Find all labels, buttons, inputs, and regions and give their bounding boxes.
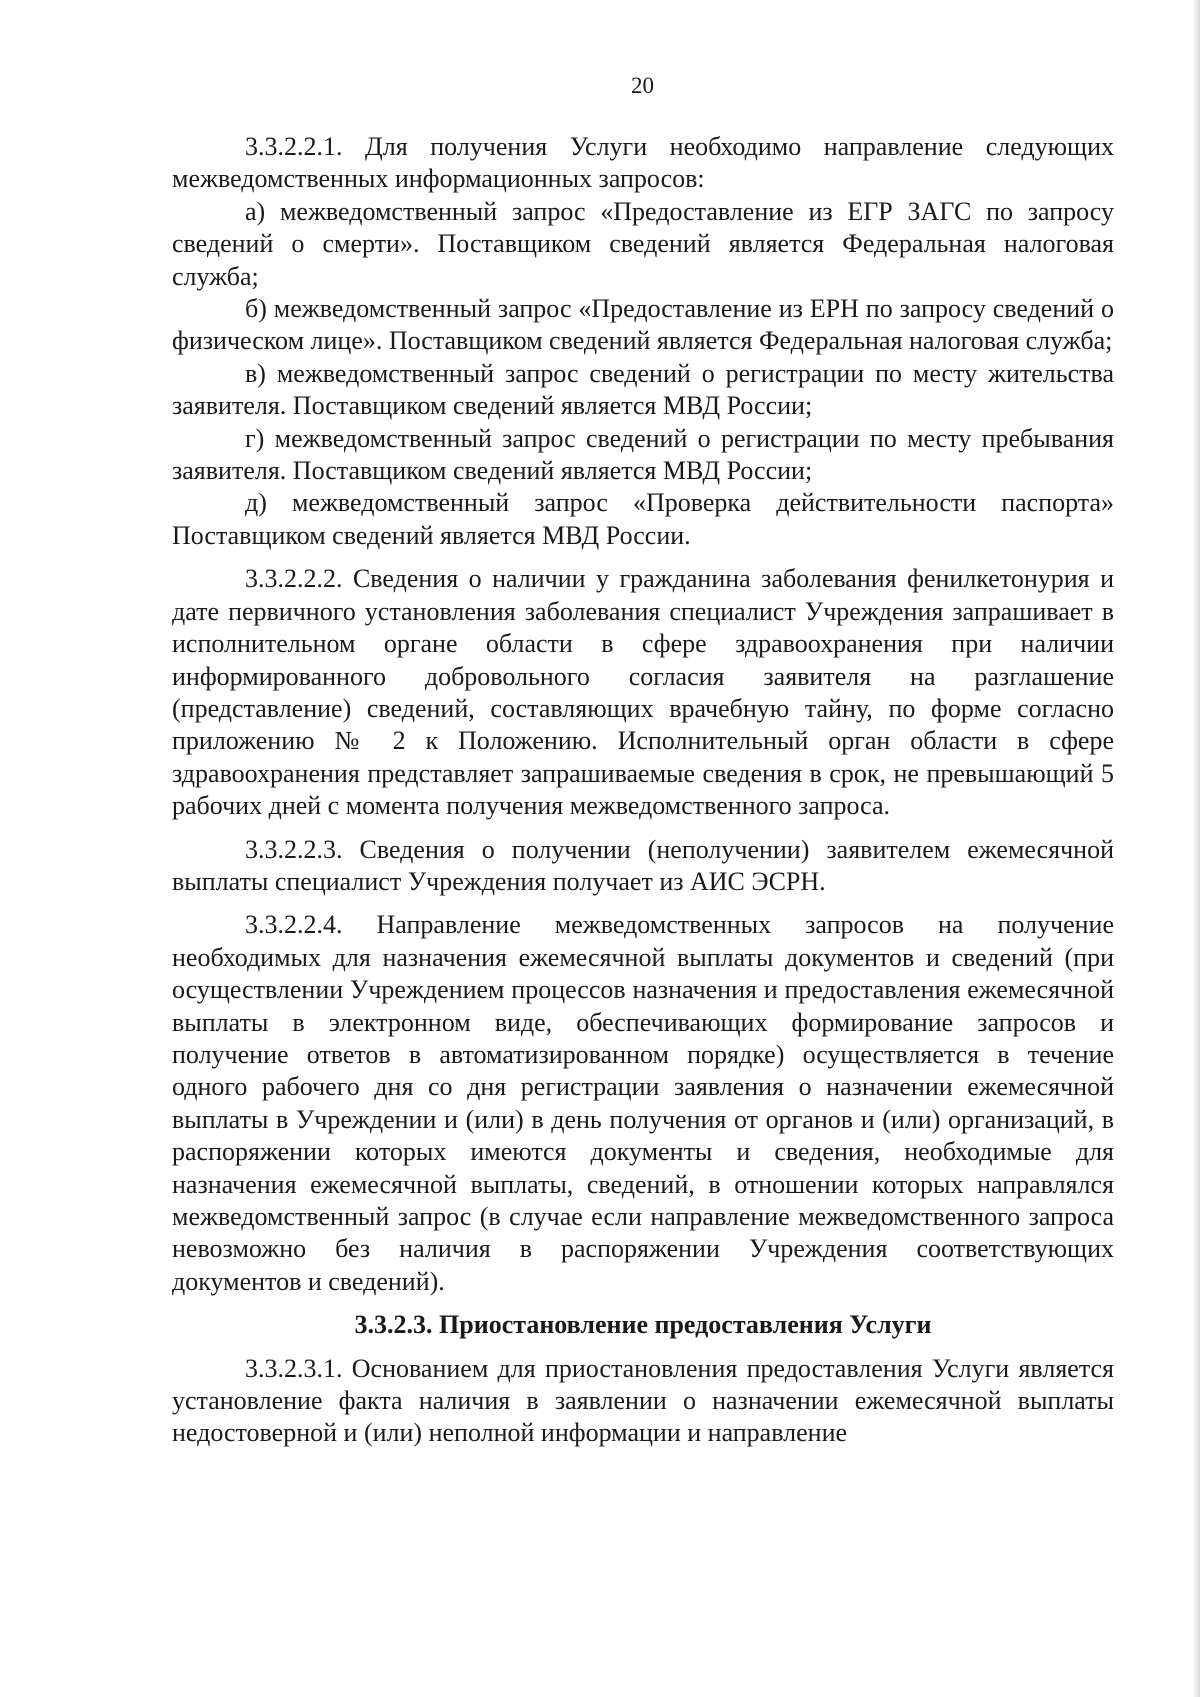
paragraph-3-3-2-2-3: 3.3.2.2.3. Сведения о получении (неполучении) заявителем ежемесячной выплаты специалист Учреждения получает из АИС ЭСРН. (172, 834, 1114, 896)
list-item-b: б) межведомственный запрос «Предоставление из ЕРН по запросу сведений о физическом лице». Поставщиком сведений является Федеральная налоговая служба; (172, 294, 1114, 356)
paragraph-3-3-2-2-1: 3.3.2.2.1. Для получения Услуги необходимо направление следующих межведомственных информационных запросов: (172, 132, 1114, 194)
paragraph-3-3-2-3-1: 3.3.2.3.1. Основанием для приостановления предоставления Услуги является установление факта наличия в заявлении о назначении ежемесячной выплаты недостоверной и (или) неполной информации и направление (172, 1353, 1114, 1448)
list-item-v: в) межведомственный запрос сведений о регистрации по месту жительства заявителя. Поставщиком сведений является МВД России; (172, 358, 1114, 421)
list-item-a: а) межведомственный запрос «Предоставление из ЕГР ЗАГС по запросу сведений о смерти». Поставщиком сведений является Федеральная налоговая служба; (172, 196, 1114, 291)
document-body (172, 131, 1114, 1450)
page-edge-shadow (1192, 0, 1200, 1697)
list-item-g: г) межведомственный запрос сведений о регистрации по месту пребывания заявителя. Поставщиком сведений является МВД России; (172, 423, 1114, 486)
page-number: 20 (631, 73, 654, 98)
paragraph-3-3-2-2-2: 3.3.2.2.2. Сведения о наличии у гражданина заболевания фенилкетонурия и дате первичного установления заболевания специалист Учреждения запрашивает в исполнительном органе области в сфере здравоохранения при наличии информированного добровольного согласия заявителя на разглашение (представление) сведений, составляющих врачебную тайну, по форме согласно приложению № 2 к Положению. Исполнительный орган области в сфере здравоохранения представляет запрашиваемые сведения в срок, не превышающий 5 рабочих дней с момента получения межведомственного запроса. (172, 564, 1114, 821)
list-item-d: д) межведомственный запрос «Проверка действительности паспорта» Поставщиком сведений является МВД России. (172, 488, 1114, 550)
section-heading: 3.3.2.3. Приостановление предоставления Услуги (354, 1310, 932, 1340)
paragraph-3-3-2-2-4: 3.3.2.2.4. Направление межведомственных запросов на получение необходимых для назначения ежемесячной выплаты документов и сведений (при осуществлении Учреждением процессов назначения и предоставления ежемесячной выплаты в электронном виде, обеспечивающих формирование запросов и получение ответов в автоматизированном порядке) осуществляется в течение одного рабочего дня со дня регистрации заявления о назначении ежемесячной выплаты в Учреждении и (или) в день получения от органов и (или) организаций, в распоряжении которых имеются документы и сведения, необходимые для назначения ежемесячной выплаты, сведений, в отношении которых направлялся межведомственный запрос (в случае если направление межведомственного запроса невозможно без наличия в распоряжении Учреждения соответствующих документов и сведений). (172, 910, 1114, 1296)
